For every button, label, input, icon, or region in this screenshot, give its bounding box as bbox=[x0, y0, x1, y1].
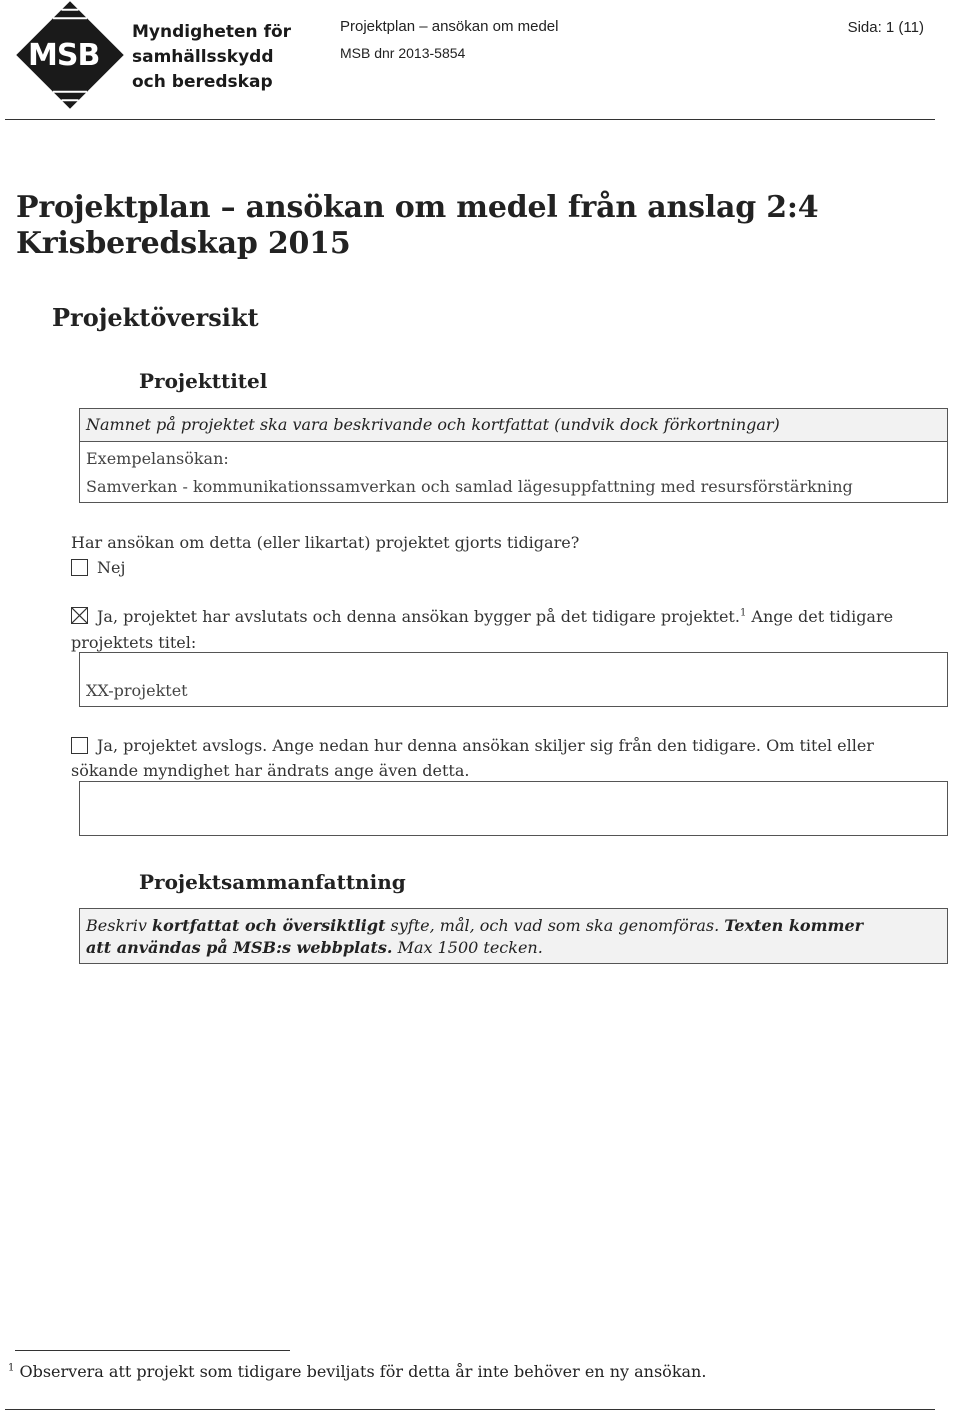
summary-hint-bold: Texten kommer bbox=[724, 916, 864, 935]
checkbox-no[interactable] bbox=[71, 559, 88, 576]
header-divider bbox=[5, 119, 935, 120]
summary-hint-bold: att användas på MSB:s webbplats. bbox=[86, 938, 393, 957]
summary-hint-box[interactable] bbox=[79, 908, 948, 964]
page-title-line-2: Krisberedskap 2015 bbox=[16, 226, 351, 261]
footer-divider bbox=[5, 1409, 935, 1410]
checkbox-yes-rejected-label-cont: sökande myndighet har ändrats ange även detta. bbox=[71, 761, 470, 780]
msb-logo-mark: MSB bbox=[28, 38, 100, 73]
logo-line-3: och beredskap bbox=[132, 72, 273, 92]
previous-title-field[interactable] bbox=[79, 652, 948, 707]
project-title-hint-box bbox=[79, 408, 948, 442]
checkbox-yes-completed-label bbox=[97, 607, 893, 626]
footnote-ref[interactable]: 1 bbox=[739, 607, 747, 619]
section-heading-summary: Projektsammanfattning bbox=[139, 870, 406, 894]
page-title bbox=[16, 190, 818, 262]
project-title-field[interactable] bbox=[79, 441, 948, 503]
footnote bbox=[8, 1362, 706, 1381]
logo-line-1: Myndigheten för bbox=[132, 22, 292, 42]
page-title-line-1: Projektplan – ansökan om medel från anslag 2:4 bbox=[16, 190, 819, 225]
summary-hint-part: Max 1500 tecken. bbox=[392, 938, 543, 957]
previous-application-question: Har ansökan om detta (eller likartat) projektet gjorts tidigare? bbox=[71, 533, 580, 552]
footnote-number: 1 bbox=[8, 1362, 15, 1374]
previous-title-value: XX-projektet bbox=[86, 681, 188, 700]
project-title-hint: Namnet på projektet ska vara beskrivande och kortfattat (undvik dock förkortningar) bbox=[86, 415, 780, 434]
checkbox-yes-rejected-label: Ja, projektet avslogs. Ange nedan hur denna ansökan skiljer sig från den tidigare. Om titel eller bbox=[97, 736, 874, 755]
summary-hint bbox=[86, 915, 936, 959]
header-document-title: Projektplan – ansökan om medel bbox=[340, 18, 559, 35]
section-heading-overview: Projektöversikt bbox=[52, 303, 259, 332]
previous-title-prompt: projektets titel: bbox=[71, 633, 197, 652]
summary-hint-part: Beskriv bbox=[86, 916, 153, 935]
footnote-divider bbox=[15, 1350, 290, 1351]
checkbox-yes-rejected[interactable] bbox=[71, 737, 88, 754]
checkbox-cross-icon bbox=[72, 608, 87, 623]
checkbox-no-label: Nej bbox=[97, 558, 126, 577]
header-page-number: Sida: 1 (11) bbox=[847, 19, 924, 36]
summary-hint-bold: kortfattat och översiktligt bbox=[152, 916, 386, 935]
difference-field[interactable] bbox=[79, 781, 948, 836]
footnote-text: Observera att projekt som tidigare beviljats för detta år inte behöver en ny ansökan. bbox=[14, 1362, 707, 1381]
summary-hint-part: syfte, mål, och vad som ska genomföras. bbox=[385, 916, 725, 935]
yes-completed-text: Ja, projektet har avslutats och denna ansökan bygger på det tidigare projektet. bbox=[97, 607, 740, 626]
example-label: Exempelansökan: bbox=[86, 449, 229, 468]
section-heading-project-title: Projekttitel bbox=[139, 369, 268, 393]
yes-completed-text-cont: Ange det tidigare bbox=[746, 607, 894, 626]
project-title-value: Samverkan - kommunikationssamverkan och samlad lägesuppfattning med resursförstärkning bbox=[86, 477, 853, 496]
header-diary-number: MSB dnr 2013-5854 bbox=[340, 45, 466, 61]
logo-line-2: samhällsskydd bbox=[132, 47, 274, 67]
logo-wordmark bbox=[132, 20, 291, 95]
checkbox-yes-completed[interactable] bbox=[71, 607, 88, 624]
